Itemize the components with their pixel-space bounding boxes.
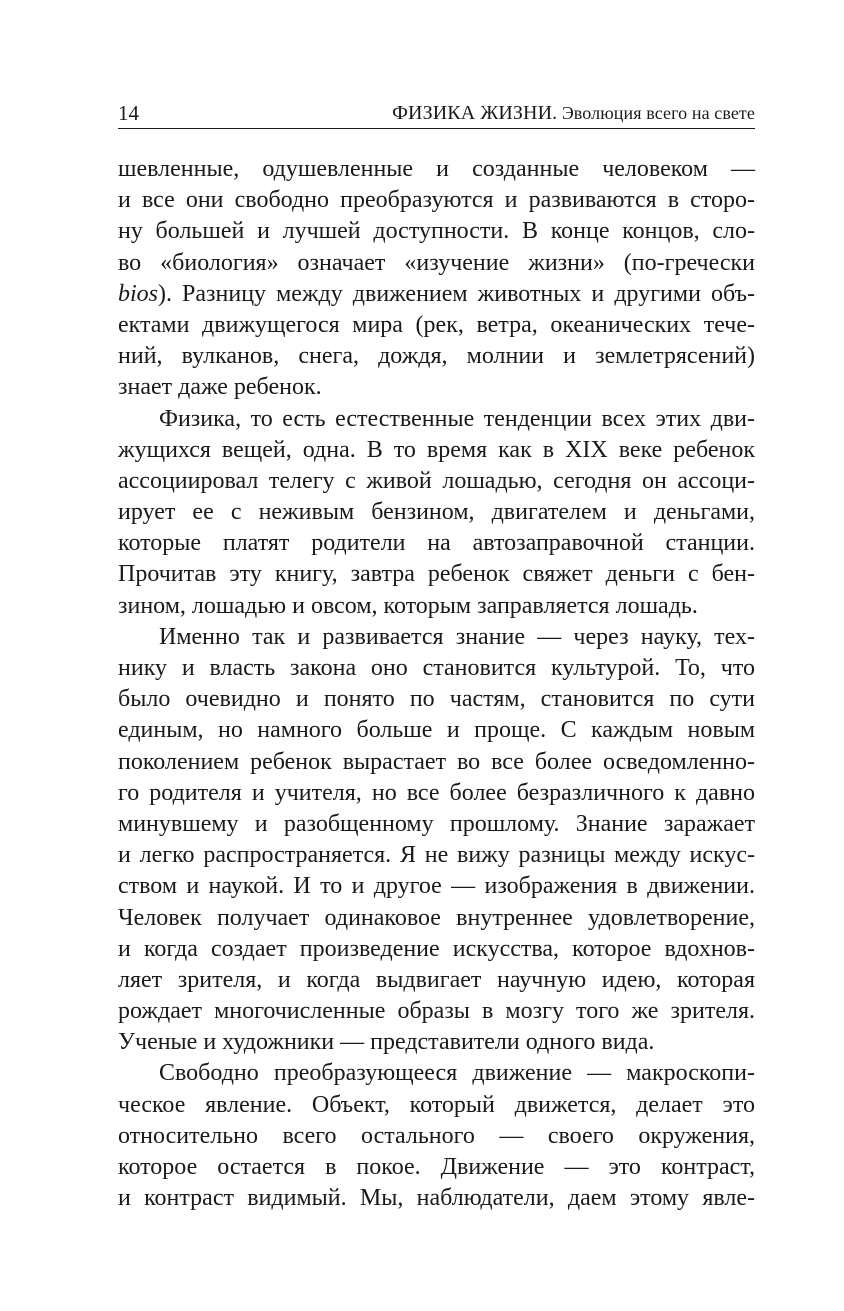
text-line: шевленные, одушевленные и созданные человеком — <box>118 156 755 182</box>
book-title: ФИЗИКА ЖИЗНИ. <box>392 102 558 124</box>
text-line: единым, но намного больше и проще. С каждым новым <box>118 717 755 744</box>
page-number: 14 <box>118 101 139 125</box>
text-line: которое остается в покое. Движение — это контраст, <box>118 1154 755 1180</box>
text-line: минувшему и разобщенному прошлому. Знание заражает <box>118 810 755 837</box>
text-line: и контраст видимый. Мы, наблюдатели, даем этому явле- <box>118 1185 755 1212</box>
text-line: ассоциировал телегу с живой лошадью, сегодня он ассоци- <box>118 467 755 494</box>
text-line: Именно так и развивается знание — через науку, тех- <box>159 623 755 650</box>
text-line: нику и власть закона оно становится культурой. То, что <box>118 655 755 681</box>
text-line: ектами движущегося мира (рек, ветра, океанических тече- <box>118 311 755 338</box>
text-line: ний, вулканов, снега, дождя, молнии и землетрясений) <box>118 343 755 370</box>
running-title <box>392 100 755 126</box>
text-line: го родителя и учителя, но все более безразличного к давно <box>118 779 755 806</box>
text-line: Физика, то есть естественные тенденции всех этих дви- <box>159 405 755 432</box>
text-line: знает даже ребенок. <box>118 374 322 401</box>
text-line: ческое явление. Объект, который движется, делает это <box>118 1091 755 1118</box>
text-line: поколением ребенок вырастает во все более осведомленно- <box>118 748 755 775</box>
text-line: во «биология» означает «изучение жизни» (по-гречески <box>118 249 755 276</box>
text-line: ляет зрителя, и когда выдвигает научную идею, которая <box>118 966 755 993</box>
text-line: рождает многочисленные образы в мозгу того же зрителя. <box>118 998 755 1025</box>
text-line: ну большей и лучшей доступности. В конце концов, сло- <box>118 218 755 245</box>
text-line: Прочитав эту книгу, завтра ребенок свяжет деньги с бен- <box>118 561 755 588</box>
text-line: жущихся вещей, одна. В то время как в XIX веке ребенок <box>118 436 755 463</box>
text-line: было очевидно и понято по частям, становится по сути <box>118 686 755 713</box>
text-line: Человек получает одинаковое внутреннее удовлетворение, <box>118 904 755 931</box>
text-fragment: ). Разницу между движением животных и другими объ- <box>158 280 755 307</box>
text-line: ирует ее с неживым бензином, двигателем и деньгами, <box>118 499 755 526</box>
book-subtitle: Эволюция всего на свете <box>557 103 755 123</box>
text-line: которые платят родители на автозаправочной станции. <box>118 530 755 557</box>
body-text <box>118 154 755 1214</box>
text-line: относительно всего остального — своего окружения, <box>118 1122 755 1149</box>
running-head <box>118 98 755 129</box>
text-line <box>118 279 755 310</box>
text-line: и когда создает произведение искусства, которое вдохнов- <box>118 935 755 962</box>
text-line: Ученые и художники — представители одного вида. <box>118 1029 655 1056</box>
text-line: Свободно преобразующееся движение — макроскопи- <box>159 1060 755 1087</box>
text-line: зином, лошадью и овсом, которым заправляется лошадь. <box>118 592 698 619</box>
italic-word: bios <box>118 280 159 307</box>
text-line: и легко распространяется. Я не вижу разницы между искус- <box>118 842 755 869</box>
text-line: и все они свободно преобразуются и развиваются в сторо- <box>118 187 755 214</box>
text-line: ством и наукой. И то и другое — изображения в движении. <box>118 873 755 900</box>
